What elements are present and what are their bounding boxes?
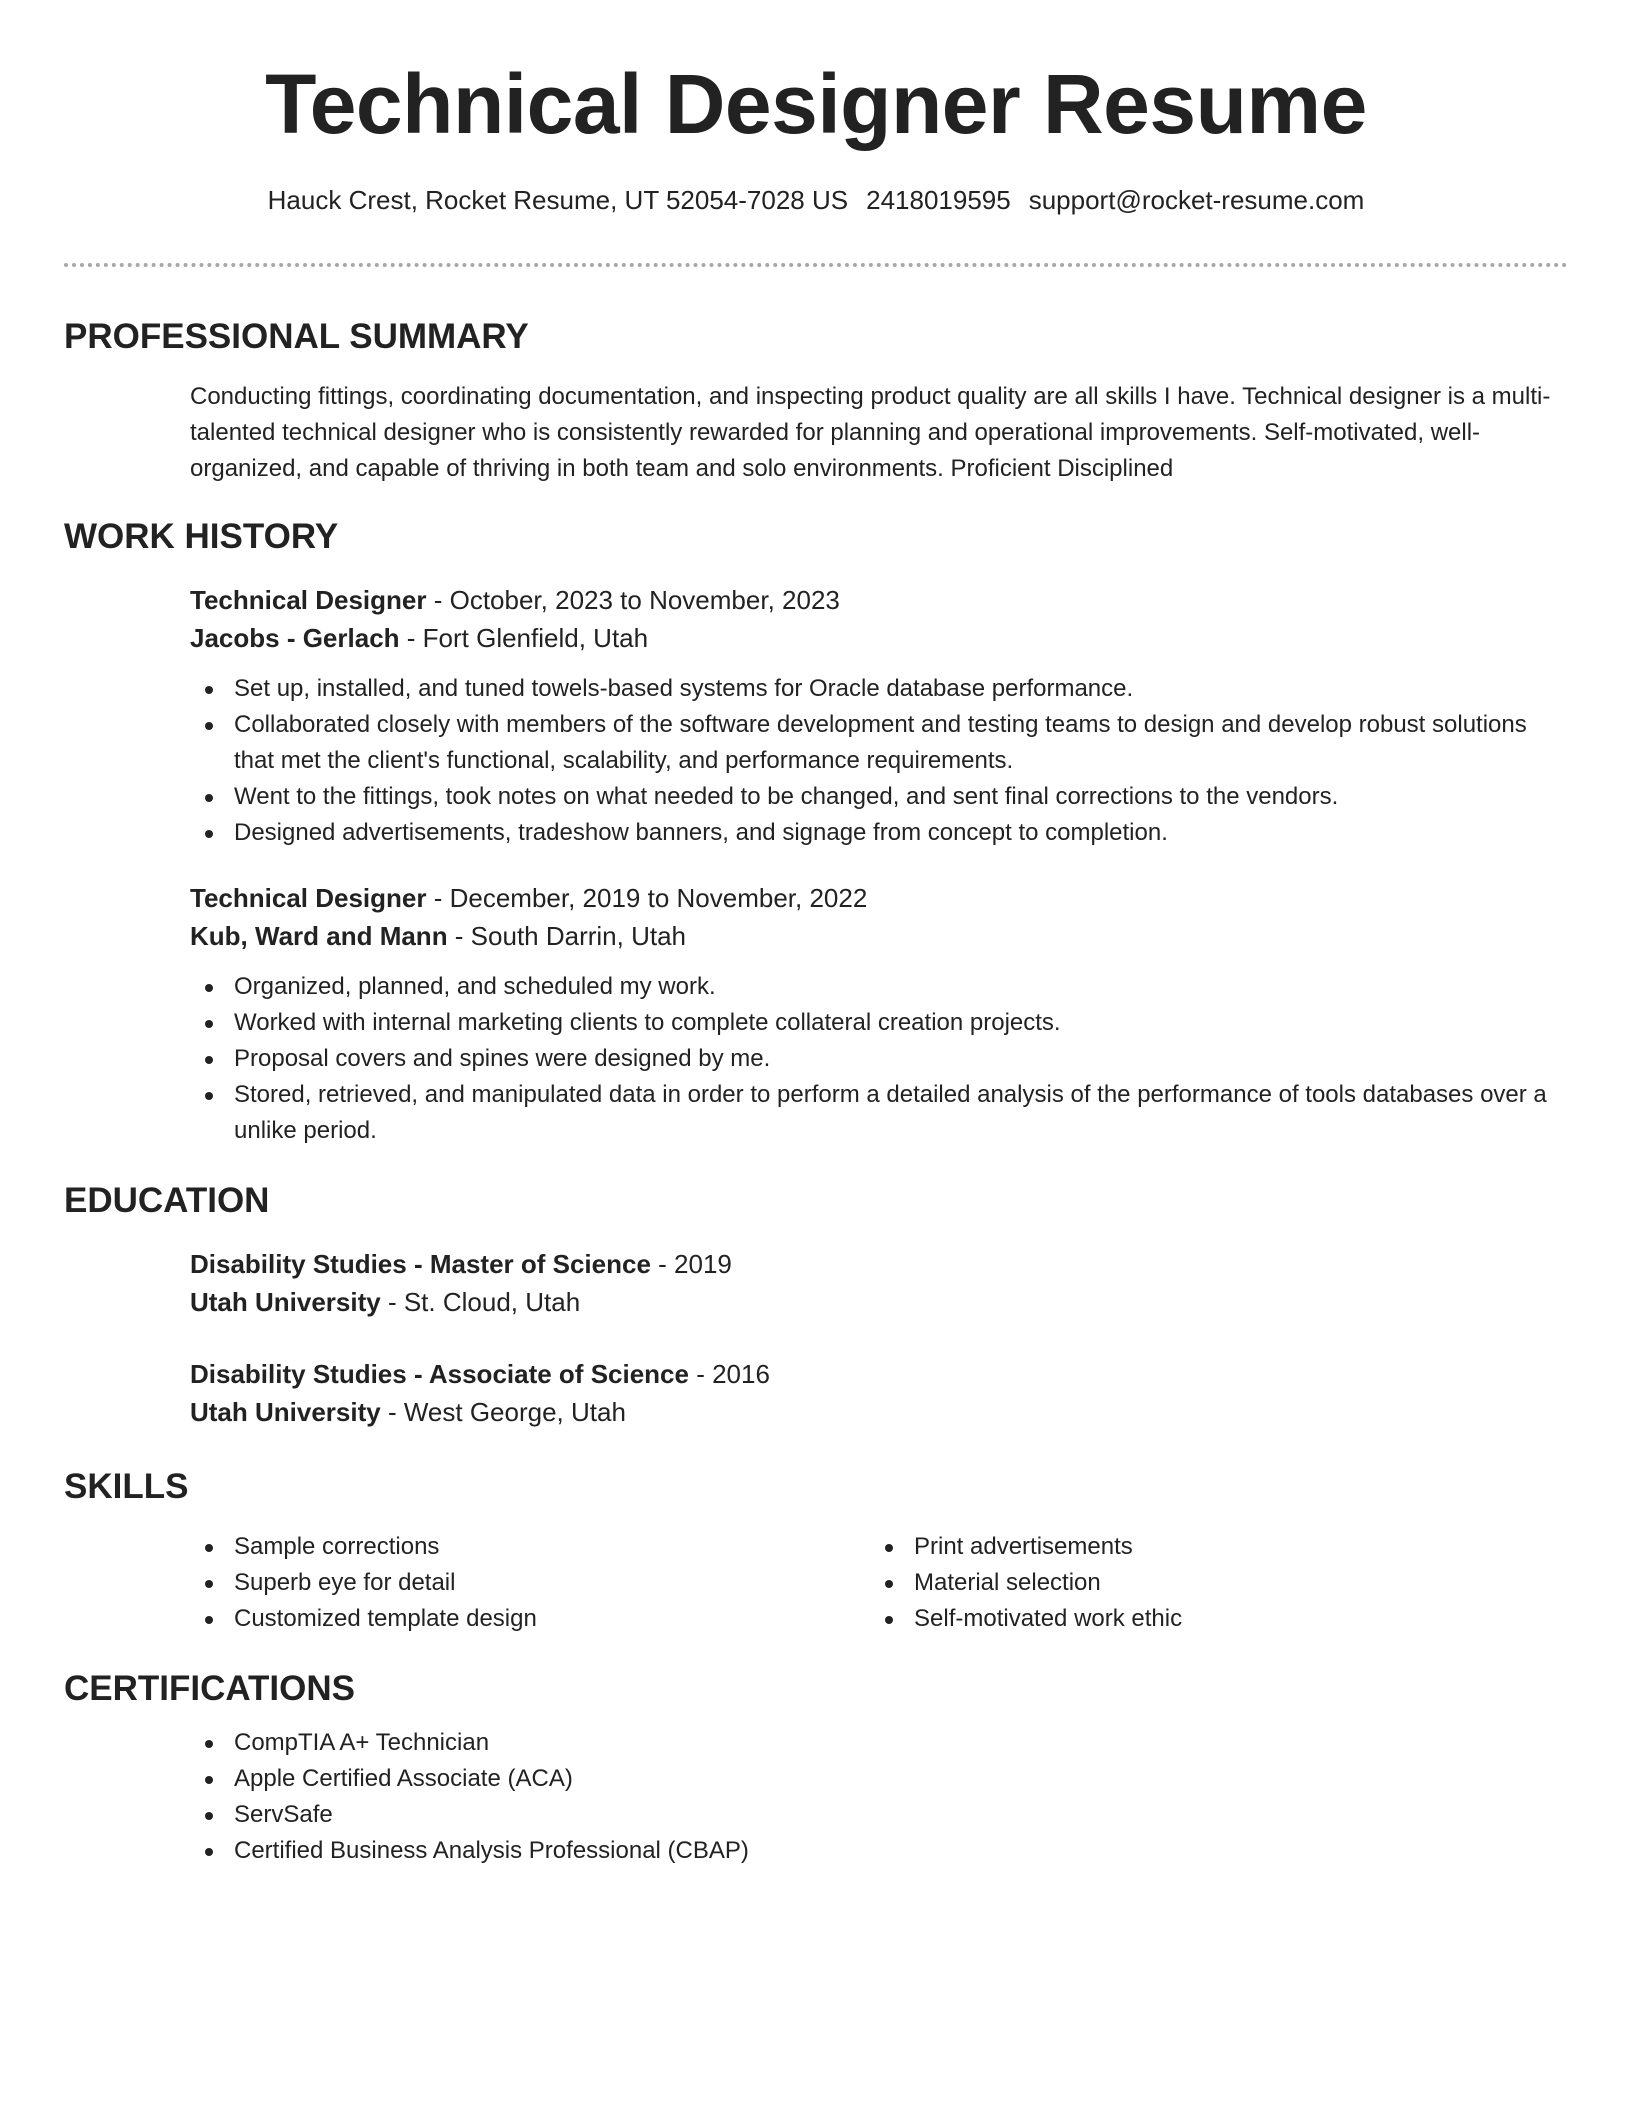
skill-item: Material selection [870, 1565, 1568, 1601]
summary-section [64, 315, 1568, 487]
work-history-section [64, 515, 1568, 1149]
resume-title: Technical Designer Resume [265, 57, 1367, 151]
summary-text: Conducting fittings, coordinating documentation, and inspecting product quality are all skills I have. Technical designer is a multi-talented technical designer who is consistently rewarded for planning and operational improvements. Self-motivated, well-organized, and capable of thriving in both team and solo environments. Proficient Disciplined [190, 383, 1551, 482]
work-bullets [190, 969, 1568, 1149]
certification-item: CompTIA A+ Technician [190, 1725, 1568, 1761]
summary-heading: PROFESSIONAL SUMMARY [64, 317, 529, 356]
contact-email: support@rocket-resume.com [1028, 185, 1365, 215]
certifications-section [64, 1667, 1568, 1869]
education-school: Utah University [190, 1397, 381, 1427]
contact-line [64, 183, 1568, 217]
work-company: Kub, Ward and Mann [190, 921, 448, 951]
work-role-line [190, 879, 1568, 917]
education-year: - 2019 [650, 1249, 732, 1279]
work-role-line [190, 581, 1568, 619]
work-dates: - December, 2019 to November, 2022 [426, 883, 868, 913]
work-history-heading: WORK HISTORY [64, 517, 339, 556]
education-entry [190, 1245, 1568, 1321]
education-heading: EDUCATION [64, 1181, 270, 1220]
skill-item: Sample corrections [190, 1529, 870, 1565]
education-degree: Disability Studies - Associate of Science [190, 1359, 689, 1389]
skill-item: Customized template design [190, 1601, 870, 1637]
skills-list-left [190, 1529, 870, 1637]
work-company: Jacobs - Gerlach [190, 623, 400, 653]
certification-item: ServSafe [190, 1797, 1568, 1833]
skills-list-right [870, 1529, 1568, 1637]
education-degree: Disability Studies - Master of Science [190, 1249, 651, 1279]
skill-item: Superb eye for detail [190, 1565, 870, 1601]
skill-item: Self-motivated work ethic [870, 1601, 1568, 1637]
work-bullet: Stored, retrieved, and manipulated data in order to perform a detailed analysis of the performance of tools databases over a unlike period. [190, 1077, 1568, 1149]
education-degree-line [190, 1355, 1568, 1393]
certifications-list [190, 1725, 1568, 1869]
education-school-line [190, 1283, 1568, 1321]
work-company-line [190, 619, 1568, 657]
skills-heading: SKILLS [64, 1467, 189, 1506]
work-company-line [190, 917, 1568, 955]
work-bullets [190, 671, 1568, 851]
education-entry [190, 1355, 1568, 1431]
certifications-heading: CERTIFICATIONS [64, 1669, 356, 1708]
education-location: - West George, Utah [380, 1397, 626, 1427]
work-bullet: Collaborated closely with members of the software development and testing teams to design and develop robust solutions that met the client's functional, scalability, and performance requirements. [190, 707, 1568, 779]
work-entry [190, 879, 1568, 1149]
education-school-line [190, 1393, 1568, 1431]
work-role: Technical Designer [190, 883, 427, 913]
skills-grid [190, 1529, 1568, 1637]
work-dates: - October, 2023 to November, 2023 [426, 585, 840, 615]
education-location: - St. Cloud, Utah [380, 1287, 581, 1317]
certification-item: Certified Business Analysis Professional (CBAP) [190, 1833, 1568, 1869]
work-entry [190, 581, 1568, 851]
work-bullet: Organized, planned, and scheduled my work. [190, 969, 1568, 1005]
education-degree-line [190, 1245, 1568, 1283]
work-role: Technical Designer [190, 585, 427, 615]
work-bullet: Set up, installed, and tuned towels-based systems for Oracle database performance. [190, 671, 1568, 707]
work-location: - South Darrin, Utah [447, 921, 687, 951]
work-bullet: Designed advertisements, tradeshow banners, and signage from concept to completion. [190, 815, 1568, 851]
education-section [64, 1179, 1568, 1431]
certification-item: Apple Certified Associate (ACA) [190, 1761, 1568, 1797]
skill-item: Print advertisements [870, 1529, 1568, 1565]
header-divider [64, 263, 1568, 267]
work-bullet: Proposal covers and spines were designed by me. [190, 1041, 1568, 1077]
skills-section [64, 1465, 1568, 1637]
education-school: Utah University [190, 1287, 381, 1317]
contact-address: Hauck Crest, Rocket Resume, UT 52054-7028 US [267, 185, 849, 215]
work-bullet: Went to the fittings, took notes on what needed to be changed, and sent final corrections to the vendors. [190, 779, 1568, 815]
work-bullet: Worked with internal marketing clients to complete collateral creation projects. [190, 1005, 1568, 1041]
work-location: - Fort Glenfield, Utah [399, 623, 649, 653]
education-year: - 2016 [688, 1359, 770, 1389]
contact-phone: 2418019595 [866, 185, 1011, 215]
